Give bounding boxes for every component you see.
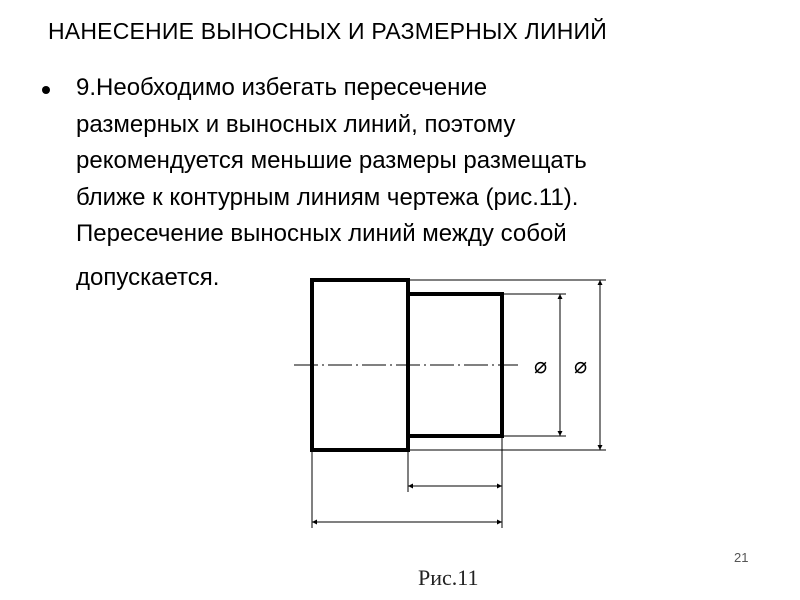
bullet-line-2: размерных и выносных линий, поэтому [76,110,516,138]
bullet-line-1: 9.Необходимо избегать пересечение [76,74,488,101]
diameter-symbol-small: ⌀ [533,354,547,379]
slide-title: НАНЕСЕНИЕ ВЫНОСНЫХ И РАЗМЕРНЫХ ЛИНИЙ [48,18,607,44]
bullet-line-4: ближе к контурным линиям чертежа (рис.11). [76,183,579,211]
large-cylinder-contour [312,280,408,450]
page-number: 21 [734,550,749,565]
figure-caption: Рис.11 [418,565,479,590]
bullet-line-3: рекомендуется меньшие размеры размещать [76,147,587,174]
diameter-symbol-large: ⌀ [573,354,587,379]
bullet-line-6: допускается. [76,263,220,291]
bullet-line-5: Пересечение выносных линий между собой [76,220,567,247]
